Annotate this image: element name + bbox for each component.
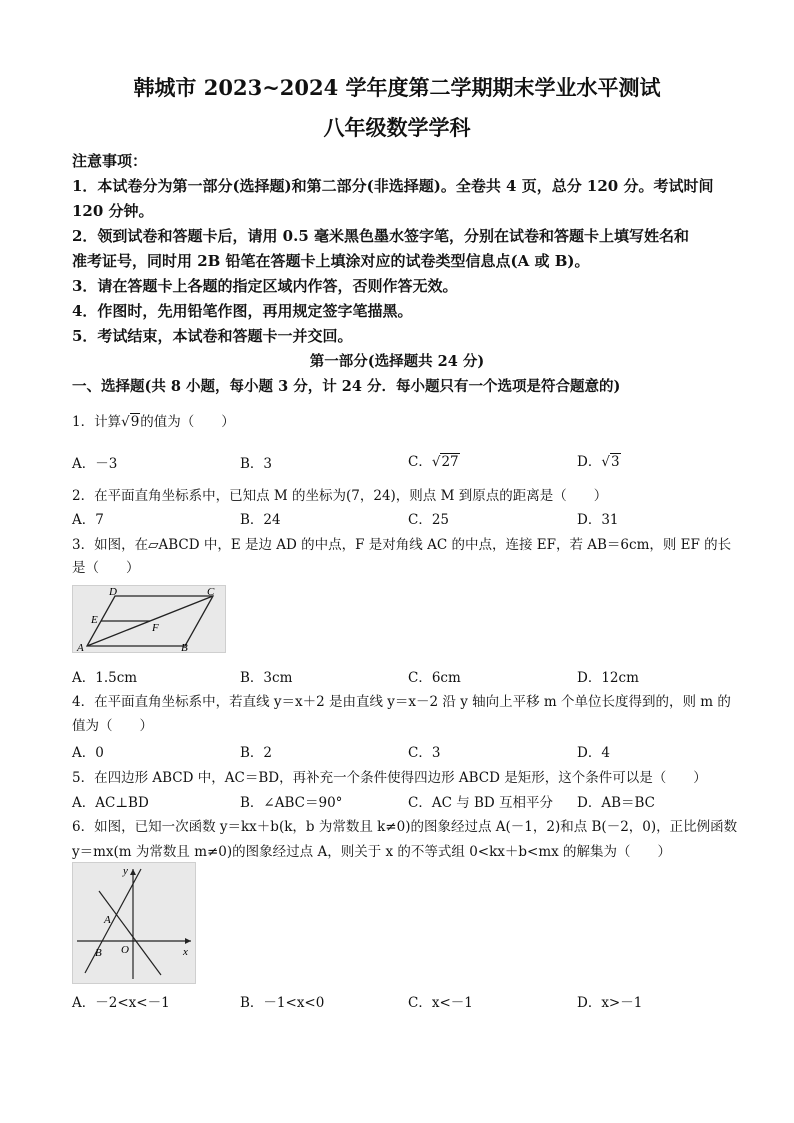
q1-option-a: A．－3 xyxy=(72,456,118,472)
note-line-2: 120 分钟。 xyxy=(72,202,154,220)
q1-option-c-radicand: 27 xyxy=(441,454,459,470)
q1-option-d xyxy=(577,450,621,470)
label-point-a: A xyxy=(104,914,111,926)
y-axis-arrow-icon xyxy=(130,869,136,875)
q2-stem: 2．在平面直角坐标系中，已知点 M 的坐标为(7，24)，则点 M 到原点的距离是（ ） xyxy=(72,488,608,504)
part1-heading: 第一部分(选择题共 24 分) xyxy=(309,353,485,370)
q5-option-a: A．AC⊥BD xyxy=(72,795,149,811)
q1-option-c xyxy=(408,450,460,470)
q2-option-a: A．7 xyxy=(72,512,104,528)
sqrt-symbol: √9 xyxy=(121,414,140,430)
label-c: C xyxy=(207,586,215,598)
sqrt-symbol: √27 xyxy=(431,454,459,470)
note-line-7: 5．考试结束，本试卷和答题卡一并交回。 xyxy=(72,327,353,345)
notes-heading: 注意事项： xyxy=(72,152,148,170)
label-f: F xyxy=(152,622,159,634)
note-line-6: 4．作图时，先用铅笔作图，再用规定签字笔描黑。 xyxy=(72,302,413,320)
q3-option-a: A．1.5cm xyxy=(72,670,138,686)
q1-option-d-label: D． xyxy=(577,454,602,470)
q1-stem-post: 的值为（ ） xyxy=(140,414,235,430)
q4-option-c: C．3 xyxy=(408,745,441,761)
q6-option-d: D．x>－1 xyxy=(577,995,643,1011)
q6-option-b: B．－1<x<0 xyxy=(240,995,325,1011)
label-d: D xyxy=(109,586,117,598)
label-e: E xyxy=(91,614,98,626)
note-line-3: 2．领到试卷和答题卡后，请用 0.5 毫米黑色墨水签字笔，分别在试卷和答题卡上填写姓名和 xyxy=(72,227,689,245)
label-x: x xyxy=(183,946,188,958)
q3-stem-line2: 是（ ） xyxy=(72,560,140,576)
q5-option-b: B．∠ABC＝90° xyxy=(240,795,343,811)
q3-option-d: D．12cm xyxy=(577,670,639,686)
q6-option-a: A．－2<x<－1 xyxy=(72,995,170,1011)
q6-stem-line1: 6．如图，已知一次函数 y＝kx＋b(k，b 为常数且 k≠0)的图象经过点 A(－1，2)和点 B(－2，0)，正比例函数 xyxy=(72,819,738,835)
parallelogram-diagram xyxy=(73,586,225,652)
q1-option-b: B．3 xyxy=(240,456,273,472)
exam-title: 韩城市 2023~2024 学年度第二学期期末学业水平测试 xyxy=(133,75,661,100)
q4-option-b: B．2 xyxy=(240,745,273,761)
q3-option-b: B．3cm xyxy=(240,670,293,686)
q5-option-c: C．AC 与 BD 互相平分 xyxy=(408,795,554,811)
q1-radicand: 9 xyxy=(130,414,140,430)
label-a: A xyxy=(77,642,84,652)
label-point-b: B xyxy=(95,947,102,959)
q4-option-a: A．0 xyxy=(72,745,104,761)
label-b: B xyxy=(181,642,188,652)
q2-option-c: C．25 xyxy=(408,512,450,528)
q6-option-c: C．x<－1 xyxy=(408,995,473,1011)
q1-option-d-radicand: 3 xyxy=(610,454,620,470)
x-axis-arrow-icon xyxy=(185,938,191,944)
q1-option-c-label: C． xyxy=(408,454,432,470)
q5-stem: 5．在四边形 ABCD 中，AC＝BD，再补充一个条件使得四边形 ABCD 是矩形，这个条件可以是（ ） xyxy=(72,770,707,786)
note-line-1: 1．本试卷分为第一部分(选择题)和第二部分(非选择题)。全卷共 4 页，总分 120 分。考试时间 xyxy=(72,177,714,195)
exam-subtitle: 八年级数学学科 xyxy=(323,115,471,140)
q1-stem-pre: 1．计算 xyxy=(72,414,122,430)
q3-figure xyxy=(72,585,226,653)
q5-option-d: D．AB＝BC xyxy=(577,795,655,811)
note-line-5: 3．请在答题卡上各题的指定区域内作答，否则作答无效。 xyxy=(72,277,458,295)
label-y: y xyxy=(123,865,128,877)
q4-option-d: D．4 xyxy=(577,745,610,761)
q4-stem-line1: 4．在平面直角坐标系中，若直线 y＝x＋2 是由直线 y＝x－2 沿 y 轴向上平移 m 个单位长度得到的，则 m 的 xyxy=(72,694,731,710)
q2-option-b: B．24 xyxy=(240,512,281,528)
q3-stem-line1: 3．如图，在▱ABCD 中，E 是边 AD 的中点，F 是对角线 AC 的中点，连接 EF，若 AB＝6cm，则 EF 的长 xyxy=(72,537,732,553)
label-origin: O xyxy=(121,944,129,956)
q3-option-c: C．6cm xyxy=(408,670,461,686)
q4-stem-line2: 值为（ ） xyxy=(72,718,153,734)
line-y-mx xyxy=(99,891,161,975)
q1-stem xyxy=(72,410,235,430)
q2-option-d: D．31 xyxy=(577,512,619,528)
section1-heading: 一、选择题(共 8 小题，每小题 3 分，计 24 分．每小题只有一个选项是符合题意的) xyxy=(72,378,621,395)
sqrt-symbol: √3 xyxy=(601,454,620,470)
note-line-4: 准考证号，同时用 2B 铅笔在答题卡上填涂对应的试卷类型信息点(A 或 B)。 xyxy=(72,252,590,270)
q6-stem-line2: y＝mx(m 为常数且 m≠0)的图象经过点 A，则关于 x 的不等式组 0<kx＋b<mx 的解集为（ ） xyxy=(72,844,672,860)
function-graph-diagram xyxy=(73,863,195,983)
q6-figure xyxy=(72,862,196,984)
